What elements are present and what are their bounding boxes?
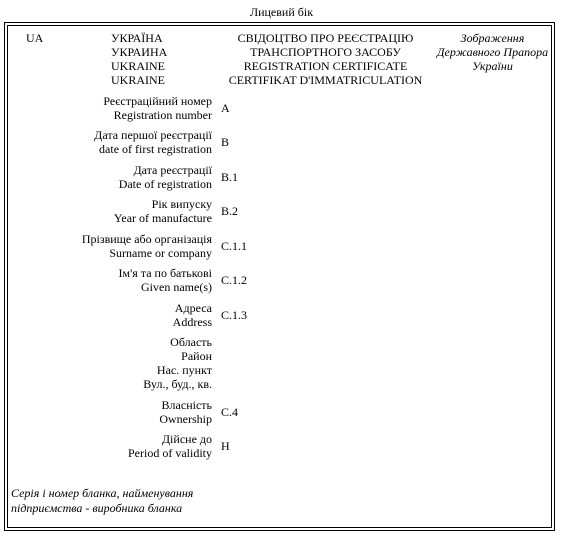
country-code: UA — [26, 31, 44, 45]
field-code: C.1.2 — [221, 273, 248, 287]
field-label-en: Date of registration — [118, 177, 212, 191]
field-code: B.2 — [221, 204, 239, 218]
field-label-uk: Ім'я та по батькові — [118, 266, 212, 280]
certificate-title-line: ТРАНСПОРТНОГО ЗАСОБУ — [250, 45, 401, 59]
field-code: B.1 — [221, 170, 239, 184]
country-name-line: UKRAINE — [111, 73, 165, 87]
certificate-title-line: СВІДОЦТВО ПРО РЕЄСТРАЦІЮ — [237, 31, 414, 45]
certificate-title-line: CERTIFIKAT D'IMMATRICULATION — [228, 73, 423, 87]
field-label-en: Given name(s) — [141, 280, 212, 294]
serial-note-line: підприємства - виробника бланка — [11, 501, 183, 515]
side-label: Лицевий бік — [249, 5, 314, 19]
field-label-en: Period of validity — [128, 446, 212, 460]
field-label-en: Surname or company — [109, 246, 212, 260]
field-label-uk: Адреса — [174, 301, 212, 315]
field-label-en: Registration number — [113, 108, 212, 122]
field-code: A — [221, 101, 230, 115]
country-name-line: UKRAINE — [111, 59, 165, 73]
country-name-line: УКРАЇНА — [111, 31, 163, 45]
field-label-en: Year of manufacture — [113, 211, 212, 225]
field-label-en: date of first registration — [99, 142, 212, 156]
address-part-label: Вул., буд., кв. — [143, 377, 212, 391]
field-label-uk: Дійсне до — [161, 432, 212, 446]
field-label-uk: Дата реєстрації — [133, 163, 212, 177]
country-name-line: УКРАИНА — [111, 45, 168, 59]
address-part-label: Нас. пункт — [156, 363, 212, 377]
field-label-uk: Дата першої реєстрації — [94, 128, 212, 142]
field-code: B — [221, 135, 230, 149]
field-label-en: Ownership — [159, 412, 212, 426]
field-label-uk: Власність — [161, 398, 212, 412]
field-label-uk: Реєстраційний номер — [103, 94, 212, 108]
field-code: H — [221, 439, 230, 453]
certificate-title-line: REGISTRATION CERTIFICATE — [243, 59, 408, 73]
serial-note-line: Серія і номер бланка, найменування — [11, 486, 194, 500]
field-label-uk: Рік випуску — [151, 197, 212, 211]
flag-note-line: Зображення — [460, 31, 525, 45]
field-code: C.1.3 — [221, 308, 248, 322]
field-code: C.4 — [221, 405, 239, 419]
address-part-label: Район — [181, 349, 212, 363]
field-label-en: Address — [172, 315, 212, 329]
flag-note-line: України — [472, 59, 513, 73]
address-part-label: Область — [170, 335, 212, 349]
flag-note-line: Державного Прапора — [436, 45, 549, 59]
field-code: C.1.1 — [221, 239, 248, 253]
blank-serial-note — [11, 486, 193, 516]
field-label-uk: Прізвище або організація — [81, 232, 212, 246]
